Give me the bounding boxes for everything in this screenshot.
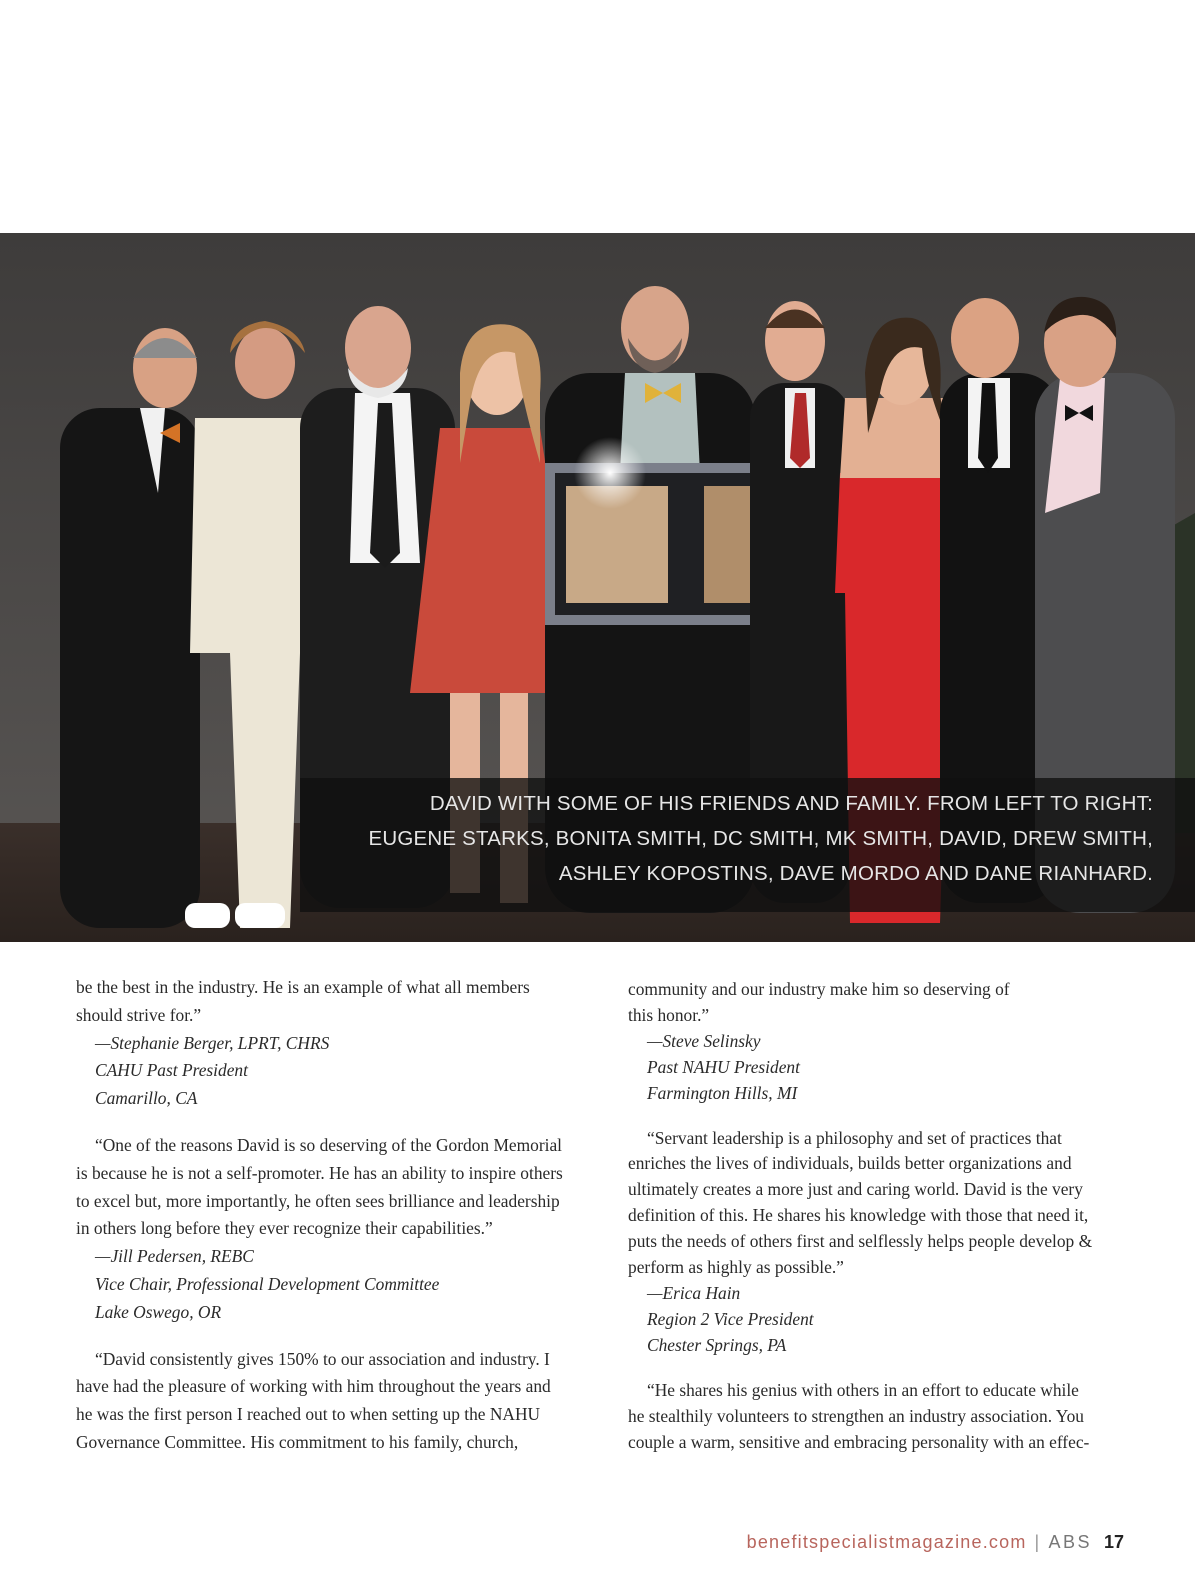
quote-line: enriches the lives of individuals, builds better organizations and [628,1153,1072,1174]
quote-line: in others long before they ever recognize their capabilities.” [76,1218,493,1239]
attribution-name: —Jill Pedersen, REBC [95,1246,254,1267]
quote-line: is because he is not a self-promoter. He has an ability to inspire others [76,1162,563,1183]
quote-line: “Servant leadership is a philosophy and set of practices that [647,1127,1062,1148]
attribution-title: Past NAHU President [647,1056,800,1077]
attribution-location: Chester Springs, PA [647,1334,787,1355]
quote-line: definition of this. He shares his knowledge with those that need it, [628,1205,1089,1226]
quote-line: Governance Committee. His commitment to his family, church, [76,1431,519,1452]
caption-line: DAVID WITH SOME OF HIS FRIENDS AND FAMILY. FROM LEFT TO RIGHT: [429,792,1153,815]
right-column [628,977,1128,1455]
quote-line: should strive for.” [76,1004,202,1025]
quote-line: ultimately creates a more just and caring world. David is the very [628,1179,1083,1200]
attribution-name: —Steve Selinsky [647,1030,761,1051]
attribution-title: Region 2 Vice President [647,1308,814,1329]
attribution-location: Farmington Hills, MI [647,1082,798,1103]
caption-line: ASHLEY KOPOSTINS, DAVE MORDO AND DANE RIANHARD. [558,862,1153,885]
attribution-title: Vice Chair, Professional Development Committee [95,1273,440,1294]
footer-publication: ABS [1048,1532,1092,1552]
quote-line: he stealthily volunteers to strengthen an industry association. You [628,1405,1084,1426]
quote-line: “David consistently gives 150% to our association and industry. I [95,1348,550,1369]
page-footer [747,1532,1124,1553]
footer-separator: | [1034,1532,1041,1552]
quote-line: “He shares his genius with others in an effort to educate while [647,1379,1079,1400]
quote-line: to excel but, more importantly, he often sees brilliance and leadership [76,1190,560,1211]
left-column [76,974,596,1457]
attribution-name: —Erica Hain [647,1282,741,1303]
quote-line: this honor.” [628,1004,710,1025]
quote-line: have had the pleasure of working with him throughout the years and [76,1376,551,1397]
caption-line: EUGENE STARKS, BONITA SMITH, DC SMITH, MK SMITH, DAVID, DREW SMITH, [368,827,1153,850]
quote-line: community and our industry make him so deserving of [628,979,1010,999]
photo-caption [300,778,1195,912]
quote-line: perform as highly as possible.” [628,1257,844,1278]
page-number: 17 [1103,1532,1124,1552]
attribution-title: CAHU Past President [95,1060,248,1081]
footer-site-link[interactable]: benefitspecialistmagazine.com [746,1532,1027,1552]
quote-line: be the best in the industry. He is an example of what all members [76,977,530,997]
quote-line: he was the first person I reached out to when setting up the NAHU [76,1404,541,1425]
attribution-location: Lake Oswego, OR [95,1301,222,1322]
attribution-location: Camarillo, CA [95,1088,198,1109]
attribution-name: —Stephanie Berger, LPRT, CHRS [95,1032,330,1053]
person-eugene [60,328,200,928]
quote-line: puts the needs of others first and selflessly helps people develop & [628,1231,1093,1252]
quote-line: couple a warm, sensitive and embracing personality with an effec- [628,1431,1090,1452]
quote-line: “One of the reasons David is so deserving of the Gordon Memorial [95,1134,563,1155]
